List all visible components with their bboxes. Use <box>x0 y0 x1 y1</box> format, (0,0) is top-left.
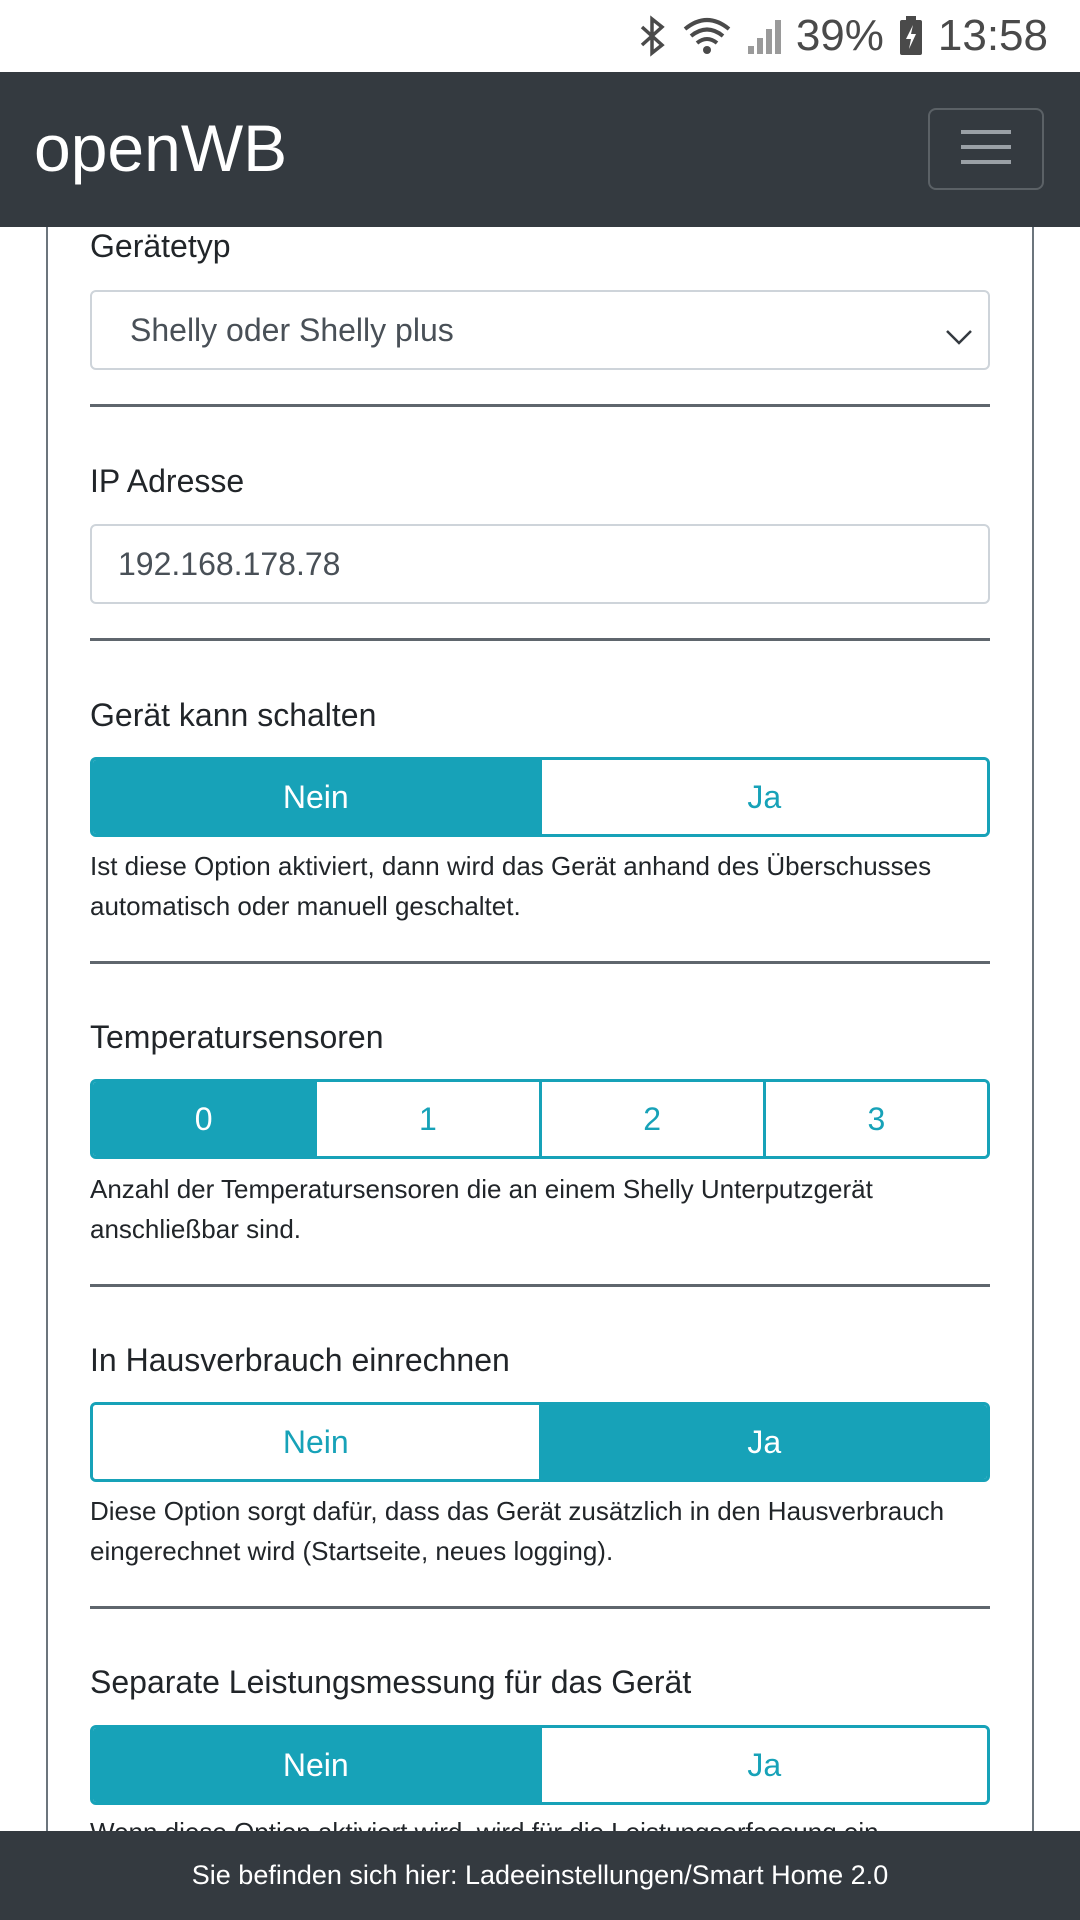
house-consumption-help-text: Diese Option sorgt dafür, dass das Gerät zusätzlich in den Hausverbrauch eingerechnet wird (Startseite, neues logging). <box>90 1496 945 1566</box>
device-type-label: Gerätetyp <box>90 228 231 264</box>
clock: 13:58 <box>937 11 1048 60</box>
divider <box>90 1284 990 1287</box>
house-consumption-option-ja[interactable]: Ja <box>539 1405 988 1479</box>
can-switch-help-text: Ist diese Option aktiviert, dann wird das Gerät anhand des Überschusses automatisch oder manuell geschaltet. <box>90 851 932 921</box>
can-switch-label: Gerät kann schalten <box>90 697 377 733</box>
divider <box>90 638 990 641</box>
brand-logo-text[interactable]: openWB <box>34 111 288 185</box>
menu-toggle-button[interactable] <box>928 108 1044 190</box>
device-type-select[interactable] <box>90 290 990 370</box>
temp-sensors-option-3[interactable]: 3 <box>763 1082 987 1156</box>
breadcrumb-text: Sie befinden sich hier: Ladeeinstellungen/Smart Home 2.0 <box>191 1860 889 1890</box>
ip-address-value: 192.168.178.78 <box>118 545 341 582</box>
separate-measurement-option-nein[interactable]: Nein <box>93 1728 539 1802</box>
temp-sensors-help-text: Anzahl der Temperatursensoren die an einem Shelly Unterputzgerät anschließbar sind. <box>90 1174 873 1244</box>
temp-sensors-label: Temperatursensoren <box>90 1019 384 1055</box>
battery-charging-icon <box>898 15 924 57</box>
divider <box>90 961 990 964</box>
temp-sensors-option-2[interactable]: 2 <box>539 1082 763 1156</box>
house-consumption-toggle-group <box>90 1402 990 1482</box>
temp-sensors-option-0[interactable]: 0 <box>93 1082 314 1156</box>
wifi-icon <box>682 15 732 57</box>
can-switch-option-nein[interactable]: Nein <box>93 760 539 834</box>
separate-measurement-option-ja[interactable]: Ja <box>539 1728 988 1802</box>
temp-sensors-option-1[interactable]: 1 <box>314 1082 538 1156</box>
can-switch-option-ja[interactable]: Ja <box>539 760 988 834</box>
chevron-down-icon <box>944 318 974 355</box>
can-switch-toggle-group <box>90 757 990 837</box>
temp-sensors-toggle-group <box>90 1079 990 1159</box>
bluetooth-icon <box>638 15 668 57</box>
navbar <box>0 72 1080 227</box>
breadcrumb-footer <box>0 1831 1080 1920</box>
device-type-value: Shelly oder Shelly plus <box>130 311 454 348</box>
status-bar <box>0 0 1080 72</box>
house-consumption-option-nein[interactable]: Nein <box>93 1405 539 1479</box>
ip-address-label: IP Adresse <box>90 463 245 499</box>
battery-percent: 39% <box>795 11 884 60</box>
separate-measurement-toggle-group <box>90 1725 990 1805</box>
signal-icon <box>746 16 782 56</box>
hamburger-icon <box>959 125 1013 174</box>
divider <box>90 1606 990 1609</box>
house-consumption-label: In Hausverbrauch einrechnen <box>90 1342 510 1378</box>
separate-measurement-label: Separate Leistungsmessung für das Gerät <box>90 1664 692 1700</box>
divider <box>90 404 990 407</box>
ip-address-input[interactable] <box>90 524 990 604</box>
